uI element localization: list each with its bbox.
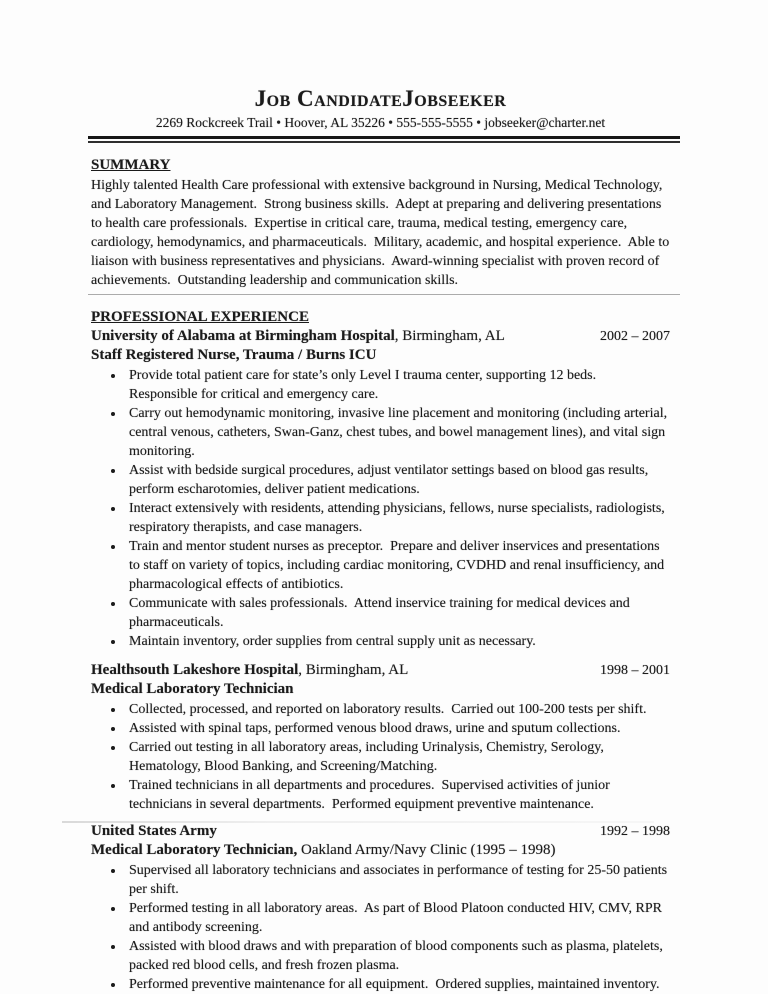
job-header-line	[91, 327, 670, 346]
bullet-item: • Maintain inventory, order supplies from central supply unit as necessary.	[125, 632, 670, 651]
job-title: Staff Registered Nurse, Trauma / Burns ICU	[91, 347, 377, 363]
job-bullet-list	[91, 700, 670, 814]
bullet-item: • Assist with bedside surgical procedures, adjust ventilator settings based on blood gas results, perform escharotomies, deliver patient medications.	[125, 461, 670, 499]
bullet-item: • Trained technicians in all departments and procedures. Supervised activities of junior technicians in several departments. Performed equipment preventive maintenance.	[125, 776, 670, 814]
job-header-line	[91, 661, 670, 680]
candidate-name: Job CandidateJobseeker	[254, 86, 507, 111]
contact-line: 2269 Rockcreek Trail • Hoover, AL 35226 • 555-555-5555 • jobseeker@charter.net	[155, 115, 606, 130]
job-dates: 1992 – 1998	[600, 824, 670, 839]
job-employer-location	[91, 661, 600, 679]
summary-divider-line	[88, 294, 680, 295]
job-title: Medical Laboratory Technician	[91, 681, 294, 697]
job-title: Medical Laboratory Technician,	[91, 842, 298, 858]
employer-location: , Birmingham, AL	[394, 328, 505, 344]
bullet-item: • Assisted with blood draws and with preparation of blood components such as plasma, platelets, packed red blood cells, and fresh frozen plasma.	[125, 937, 670, 975]
job-employer-location	[91, 327, 600, 345]
job-bullet-list	[91, 861, 670, 994]
bullet-item: • Interact extensively with residents, attending physicians, fellows, nurse specialists, radiologists, respiratory therapists, and case managers.	[125, 499, 670, 537]
bullet-item: • Collected, processed, and reported on laboratory results. Carried out 100-200 tests per shift.	[125, 700, 670, 719]
employer-location: , Birmingham, AL	[298, 662, 409, 678]
employer-name: University of Alabama at Birmingham Hospital	[91, 328, 395, 344]
job-title-line	[91, 680, 670, 698]
header-double-rule	[88, 136, 680, 143]
job-employer-location	[91, 822, 600, 840]
bullet-item: • Assisted with spinal taps, performed venous blood draws, urine and sputum collections.	[125, 719, 670, 738]
bullet-item: • Performed testing in all laboratory areas. As part of Blood Platoon conducted HIV, CMV, RPR and antibody screening.	[125, 899, 670, 937]
bullet-item: • Train and mentor student nurses as preceptor. Prepare and deliver inservices and presentations to staff on variety of topics, including cardiac monitoring, CVDHD and renal insufficiency, and pharmacological effects of antibiotics.	[125, 537, 670, 594]
job-entry-uab-hospital	[91, 327, 670, 651]
bullet-item: • Carry out hemodynamic monitoring, invasive line placement and monitoring (including arterial, central venous, catheters, Swan-Ganz, chest tubes, and bowel management lines), and vital sign monitoring.	[125, 404, 670, 461]
bullet-item: • Carried out testing in all laboratory areas, including Urinalysis, Chemistry, Serology, Hematology, Blood Banking, and Screening/Matching.	[125, 738, 670, 776]
job-dates: 1998 – 2001	[600, 663, 670, 678]
summary-heading: SUMMARY	[91, 157, 171, 173]
job-title-line	[91, 841, 670, 859]
bullet-item: • Communicate with sales professionals. Attend inservice training for medical devices and pharmaceuticals.	[125, 594, 670, 632]
job-header-line	[91, 822, 670, 841]
experience-heading: PROFESSIONAL EXPERIENCE	[91, 309, 309, 325]
bullet-item: • Performed preventive maintenance for all equipment. Ordered supplies, maintained inventory.	[125, 975, 670, 994]
job-bullet-list	[91, 366, 670, 651]
job-title-line	[91, 346, 670, 364]
resume-content	[91, 86, 673, 994]
job-entry-healthsouth	[91, 661, 670, 814]
employer-name: Healthsouth Lakeshore Hospital	[91, 662, 299, 678]
bullet-item: • Supervised all laboratory technicians and associates in performance of testing for 25-50 patients per shift.	[125, 861, 670, 899]
job-entry-us-army	[91, 822, 670, 994]
job-title-suffix: Oakland Army/Navy Clinic (1995 – 1998)	[297, 842, 556, 858]
job-dates: 2002 – 2007	[600, 329, 670, 344]
employer-name: United States Army	[91, 823, 217, 839]
summary-paragraph: Highly talented Health Care professional with extensive background in Nursing, Medical Technology, and Laboratory Management. Strong business skills. Adept at preparing and delivering presentations to health care professionals. Expertise in critical care, trauma, medical testing, emergency care, cardiology, hemodynamics, and pharmaceuticals. Military, academic, and hospital experience. Able to liaison with business representatives and physicians. Award-winning specialist with proven record of achievements. Outstanding leadership and communication skills.	[91, 178, 673, 288]
bullet-item: • Provide total patient care for state’s only Level I trauma center, supporting 12 beds. Responsible for critical and emergency care.	[125, 366, 670, 404]
